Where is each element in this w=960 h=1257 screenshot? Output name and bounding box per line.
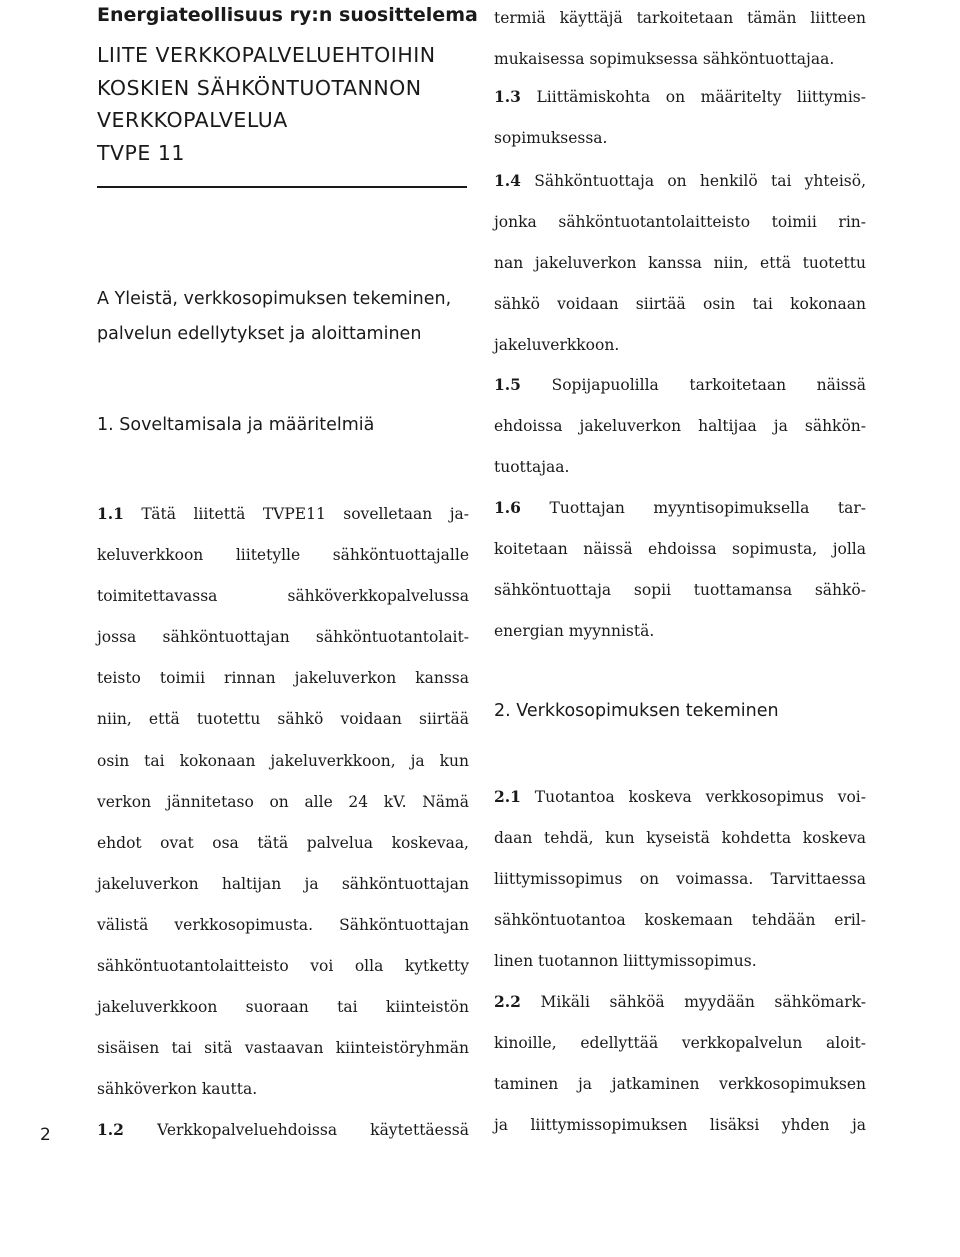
paragraph-number: 1.5 (494, 375, 521, 394)
section-1-heading: 1. Soveltamisala ja määritelmiä (97, 415, 375, 435)
paragraph-number: 2.2 (494, 992, 521, 1011)
document-header: Energiateollisuus ry:n suosittelema (97, 4, 478, 26)
appendix-title-line: VERKKOPALVELUA (97, 108, 288, 132)
paragraph-1-3: 1.3 Liittämiskohta on määritelty liittymis- sopimuksessa. (494, 87, 866, 147)
paragraph-1-2: 1.2 Verkkopalveluehdoissa käytettäessä (97, 1120, 469, 1139)
appendix-title-line: KOSKIEN SÄHKÖNTUOTANNON (97, 75, 422, 100)
paragraph-1-1: 1.1 Tätä liitettä TVPE11 sovelletaan ja- keluverkkoon liitetylle sähköntuottajalle toimitettavassa sähköverkkopalvelussa jossa sähköntuottajan sähköntuotantolait- teisto toimii rinnan jakeluverkon kanssa niin, että tuotettu sähkö voidaan siirtää osin tai kokonaan jakeluverkkoon, ja kun verkon jännitetaso on alle 24 kV. Nämä ehdot ovat osa tätä palvelua koskevaa, jakeluverkon haltijan ja sähköntuottajan välistä verkkosopimusta. Sähköntuottajan sähköntuotantolaitteisto voi olla kytketty jakeluverkkoon suoraan tai kiinteistön sisäisen tai sitä vastaavan kiinteistöryhmän sähköverkon kautta. (97, 504, 469, 1099)
paragraph-2-1: 2.1 Tuotantoa koskeva verkkosopimus voi- daan tehdä, kun kyseistä kohdetta koskeva liittymissopimus on voimassa. Tarvittaessa sähköntuotantoa koskemaan tehdään eril- linen tuotannon liittymissopimus. (494, 787, 866, 970)
paragraph-number: 2.1 (494, 787, 521, 806)
appendix-title-line: LIITE VERKKOPALVELUEHTOIHIN (97, 43, 436, 67)
paragraph-number: 1.1 (97, 504, 124, 523)
paragraph-1-4: 1.4 Sähköntuottaja on henkilö tai yhteisö, jonka sähköntuotantolaitteisto toimii rin- nan jakeluverkon kanssa niin, että tuotettu sähkö voidaan siirtää osin tai kokonaan jakeluverkkoon. (494, 171, 866, 354)
appendix-title (97, 39, 469, 169)
paragraph-number: 1.6 (494, 498, 521, 517)
paragraph-1-5: 1.5 Sopijapuolilla tarkoitetaan näissä ehdoissa jakeluverkon haltijaa ja sähkön- tuottajaa. (494, 375, 866, 476)
paragraph-1-2-continued: termiä käyttäjä tarkoitetaan tämän liitteen mukaisessa sopimuksessa sähköntuottajaa. (494, 9, 866, 68)
paragraph-1-6: 1.6 Tuottajan myyntisopimuksella tar- koitetaan näissä ehdoissa sopimusta, jolla sähköntuottaja sopii tuottamansa sähkö- energian myynnistä. (494, 498, 866, 640)
appendix-title-line: TVPE 11 (97, 140, 185, 165)
section-a-heading: A Yleistä, verkkosopimuksen tekeminen, palvelun edellytykset ja aloittaminen (97, 289, 452, 344)
paragraph-number: 1.3 (494, 87, 521, 106)
title-divider (97, 186, 467, 188)
section-2-heading: 2. Verkkosopimuksen tekeminen (494, 701, 779, 721)
paragraph-2-2: 2.2 Mikäli sähköä myydään sähkömark- kinoille, edellyttää verkkopalvelun aloit- taminen ja jatkaminen verkkosopimuksen ja liittymissopimuksen lisäksi yhden ja (494, 992, 866, 1134)
paragraph-number: 1.2 (97, 1120, 124, 1139)
page-number: 2 (40, 1125, 51, 1145)
paragraph-number: 1.4 (494, 171, 521, 190)
